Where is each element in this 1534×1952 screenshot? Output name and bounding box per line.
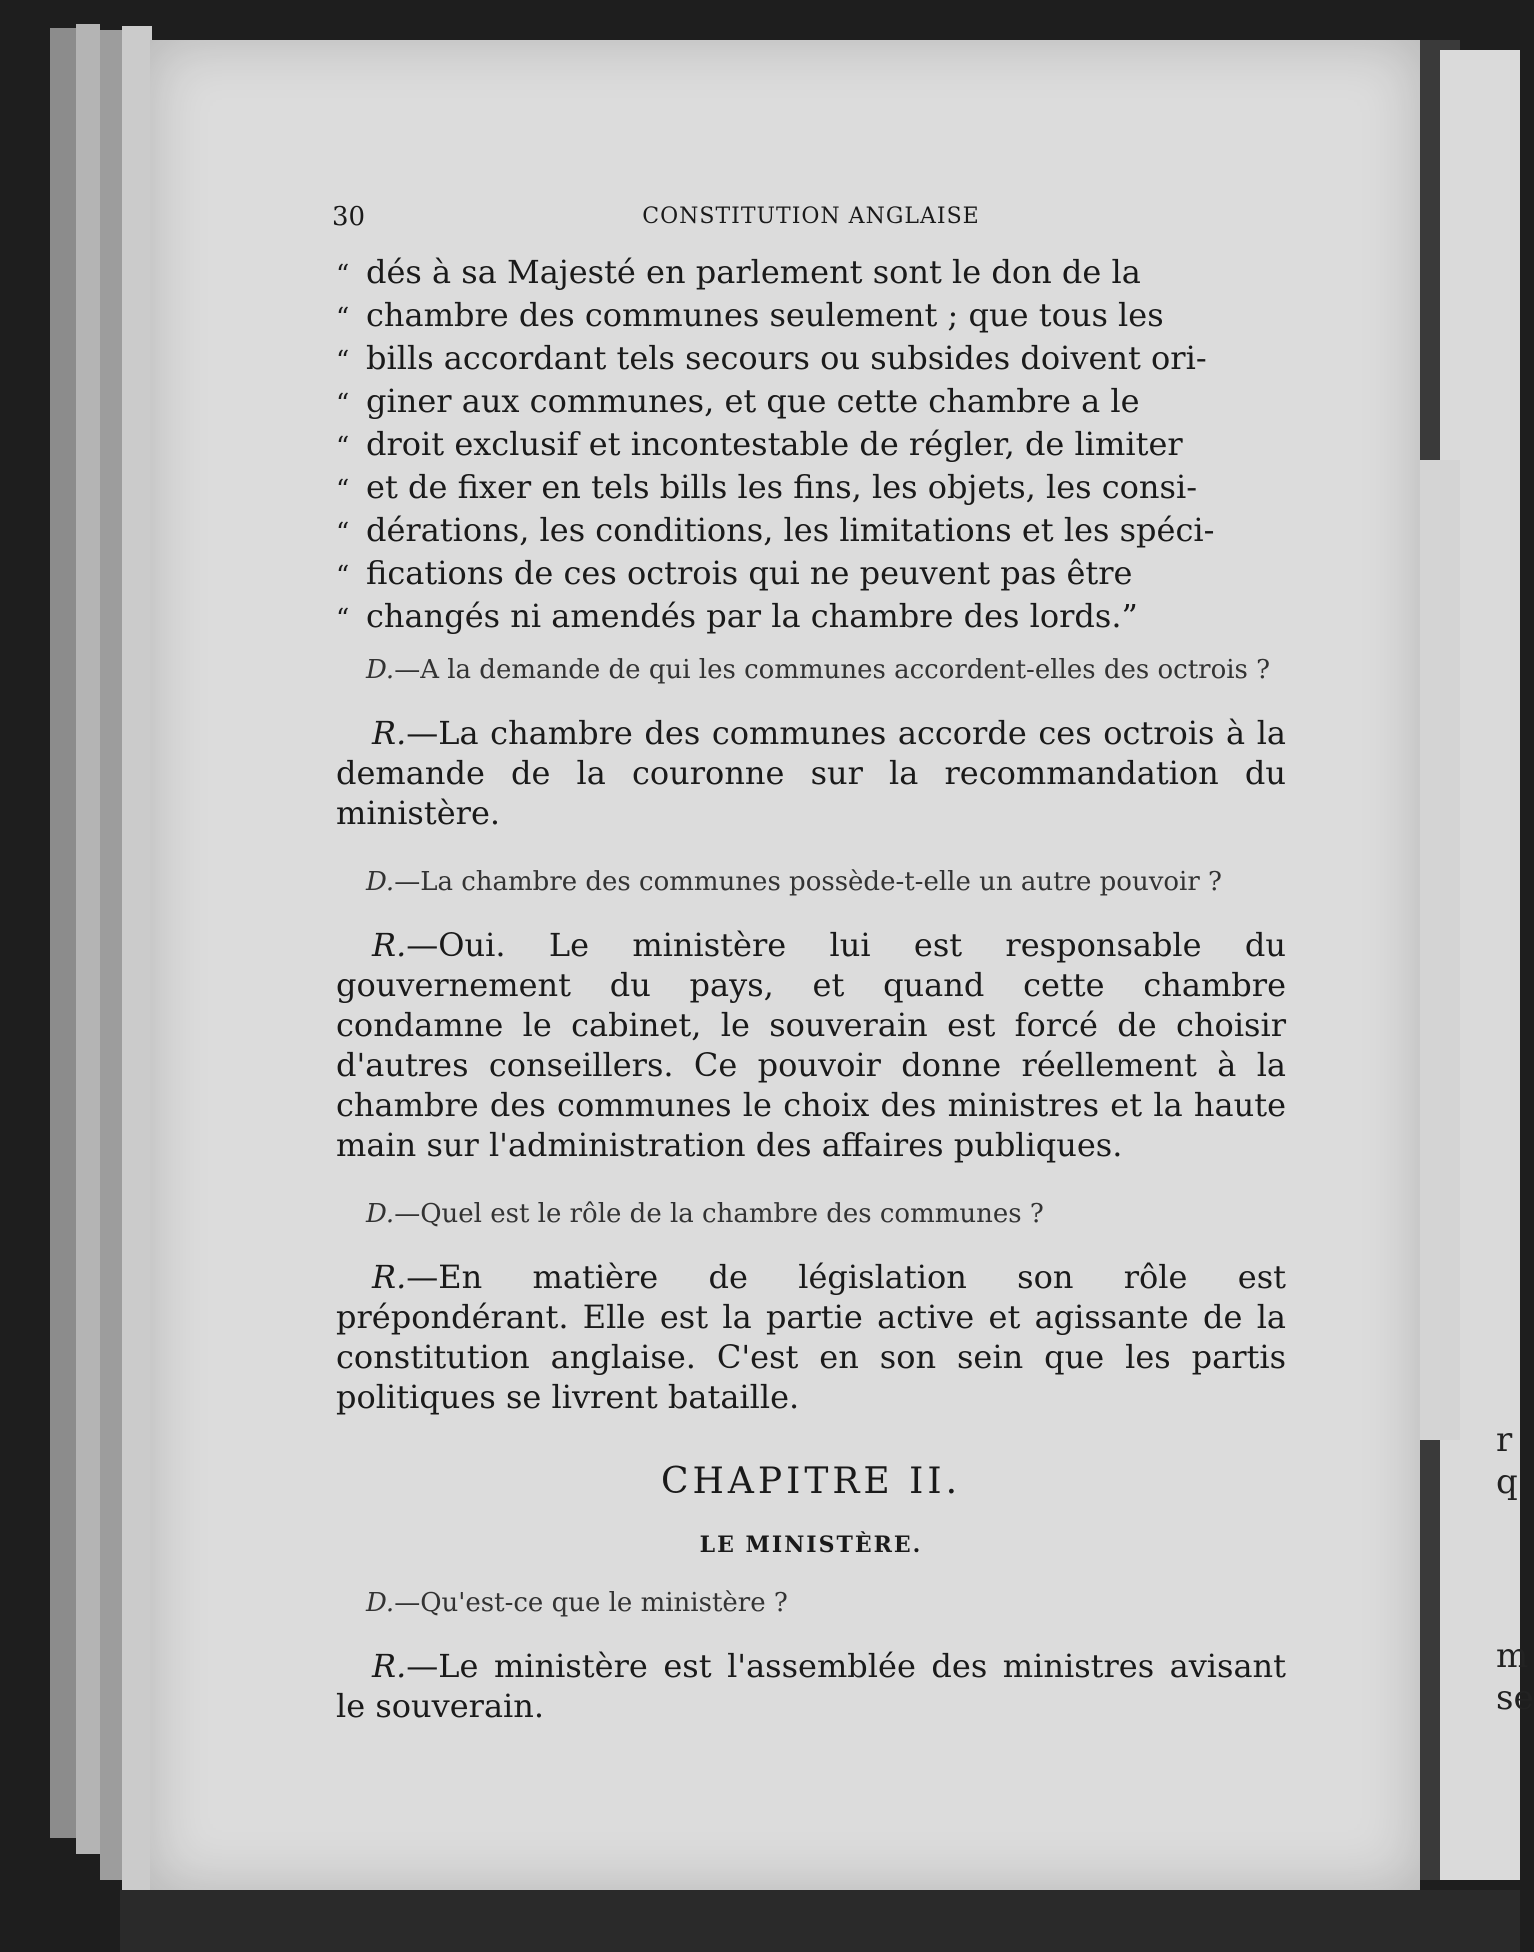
quote-line: “ giner aux communes, et que cette chambre a le <box>336 382 1140 420</box>
page-stack-edge <box>100 30 122 1880</box>
quote-line: “ dés à sa Majesté en parlement sont le don de la <box>336 253 1141 291</box>
page-content <box>332 190 1286 1758</box>
page-stack-edge <box>50 28 76 1838</box>
quote-line: “ et de fixer en tels bills les fins, les objets, les consi- <box>336 468 1197 506</box>
quote-line: “ chambre des communes seulement ; que tous les <box>336 296 1164 334</box>
chapter-heading: CHAPITRE II. <box>660 1461 962 1502</box>
question: D.—Quel est le rôle de la chambre des communes ? <box>366 1199 1044 1229</box>
answer: R.—Oui. Le ministère lui est responsable du gouvernement du pays, et quand cette chambre condamne le cabinet, le souverain est forcé de choisir d'autres conseillers. Ce pouvoir donne réellement à la chambre des communes le choix des ministres et la haute main sur l'administration des affaires publiques. <box>336 926 1286 1164</box>
quote-line: “ droit exclusif et incontestable de régler, de limiter <box>336 425 1183 463</box>
quote-line: “ fications de ces octrois qui ne peuvent pas être <box>336 554 1133 592</box>
question: D.—A la demande de qui les communes accordent-elles des octrois ? <box>366 655 1271 685</box>
facing-page-fragment: se <box>1496 1678 1534 1718</box>
quotation <box>336 252 1286 639</box>
question: D.—Qu'est-ce que le ministère ? <box>366 1588 788 1618</box>
quote-line: “ bills accordant tels secours ou subsides doivent ori- <box>336 339 1207 377</box>
page-stack-edge <box>76 24 100 1854</box>
running-head <box>332 190 1286 240</box>
scan-border <box>120 1890 1520 1952</box>
quote-line: “ changés ni amendés par la chambre des lords.” <box>336 597 1138 635</box>
facing-page-fragment: r <box>1496 1420 1513 1460</box>
page-stack-edge <box>122 26 152 1906</box>
quote-line: “ dérations, les conditions, les limitations et les spéci- <box>336 511 1215 549</box>
page-number: 30 <box>332 202 366 232</box>
answer: R.—Le ministère est l'assemblée des ministres avisant le souverain. <box>336 1647 1286 1725</box>
answer: R.—En matière de législation son rôle est prépondérant. Elle est la partie active et agissante de la constitution anglaise. C'est en son sein que les partis politiques se livrent bataille. <box>336 1258 1286 1416</box>
facing-page-fragment: q <box>1496 1462 1518 1502</box>
question: D.—La chambre des communes possède-t-elle un autre pouvoir ? <box>366 867 1222 897</box>
facing-page-fragment: m <box>1496 1636 1529 1676</box>
answer: R.—La chambre des communes accorde ces octrois à la demande de la couronne sur la recommandation du ministère. <box>336 714 1286 832</box>
chapter-subtitle: LE MINISTÈRE. <box>699 1532 923 1558</box>
running-title: CONSTITUTION ANGLAISE <box>642 204 980 229</box>
